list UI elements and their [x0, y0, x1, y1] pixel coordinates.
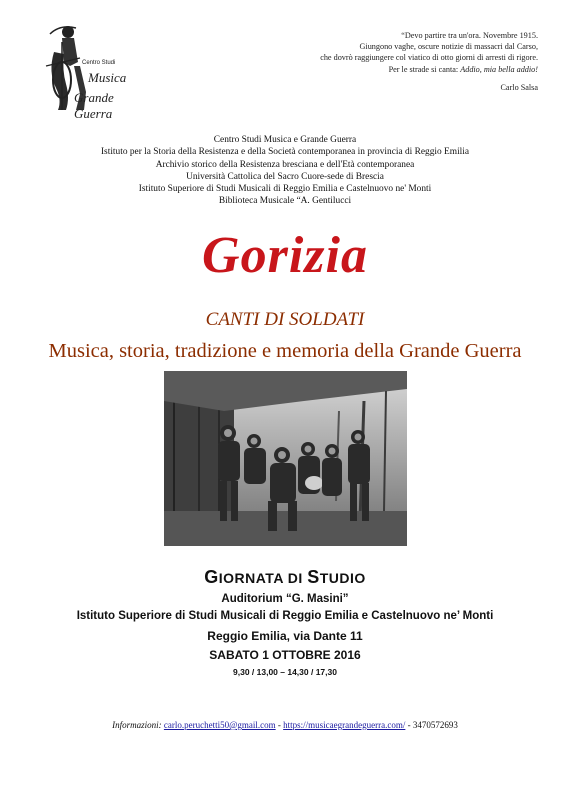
info-separator: -	[275, 720, 284, 730]
email-link[interactable]: carlo.peruchetti50@gmail.com	[163, 720, 276, 730]
epigraph-quote	[298, 30, 538, 93]
soldiers-photo-image	[164, 371, 407, 546]
event-heading	[0, 567, 570, 588]
quote-line-4-prefix: Per le strade si canta:	[388, 64, 461, 74]
event-heading-initial-1: G	[204, 567, 219, 587]
info-line	[0, 720, 570, 730]
institutions-list	[0, 134, 570, 208]
institution-item: Università Cattolica del Sacro Cuore-sede di Brescia	[186, 171, 384, 182]
event-venue: Auditorium “G. Masini”	[221, 593, 349, 605]
quote-line-4	[298, 64, 538, 75]
logo-small-text: Centro Studi	[82, 60, 116, 66]
event-address: Reggio Emilia, via Dante 11	[207, 629, 363, 643]
institution-item: Archivio storico della Resistenza bresciana e dell'Età contemporanea	[155, 159, 415, 170]
quote-line-4-song: Addio, mia bella addio!	[460, 64, 538, 74]
event-heading-initial-2: S	[307, 567, 320, 587]
website-link[interactable]: https://musicaegrandeguerra.com/	[283, 720, 406, 730]
event-hours: 9,30 / 13,00 – 14,30 / 17,30	[233, 667, 337, 677]
event-heading-rest-2: TUDIO	[319, 570, 366, 586]
subtitle-canti: CANTI DI SOLDATI	[205, 309, 365, 330]
logo-line2: Grande Guerra	[74, 90, 114, 121]
soldiers-photo	[164, 371, 407, 546]
institution-item: Biblioteca Musicale “A. Gentilucci	[218, 196, 352, 207]
institution-item: Centro Studi Musica e Grande Guerra	[213, 135, 357, 145]
quote-line-3: che dovrò raggiungere col viatico di otto giorni di arresti di rigore.	[320, 53, 538, 63]
quote-line-2: Giungono vaghe, oscure notizie di massacri dal Carso,	[359, 42, 538, 52]
institution-item: Istituto Superiore di Studi Musicali di Reggio Emilia e Castelnuovo ne' Monti	[138, 184, 432, 195]
quote-author: Carlo Salsa	[500, 82, 538, 92]
subtitle-musica-storia: Musica, storia, tradizione e memoria della Grande Guerra	[48, 340, 522, 362]
event-institute: Istituto Superiore di Studi Musicali di Reggio Emilia e Castelnuovo ne’ Monti	[76, 610, 494, 622]
event-date: SABATO 1 OTTOBRE 2016	[209, 648, 361, 662]
info-separator: -	[405, 720, 413, 730]
event-heading-rest-1: IORNATA DI	[218, 570, 308, 586]
phone-number: 3470572693	[412, 720, 458, 730]
institution-item: Istituto per la Storia della Resistenza e della Società contemporanea in provincia di Reggio Emilia	[100, 147, 470, 158]
quote-line-1: “Devo partire tra un'ora. Novembre 1915.	[401, 31, 538, 40]
main-title: Gorizia	[202, 227, 368, 284]
logo-line1: Musica	[88, 70, 127, 85]
logo	[40, 22, 145, 121]
info-label: Informazioni:	[112, 720, 162, 730]
